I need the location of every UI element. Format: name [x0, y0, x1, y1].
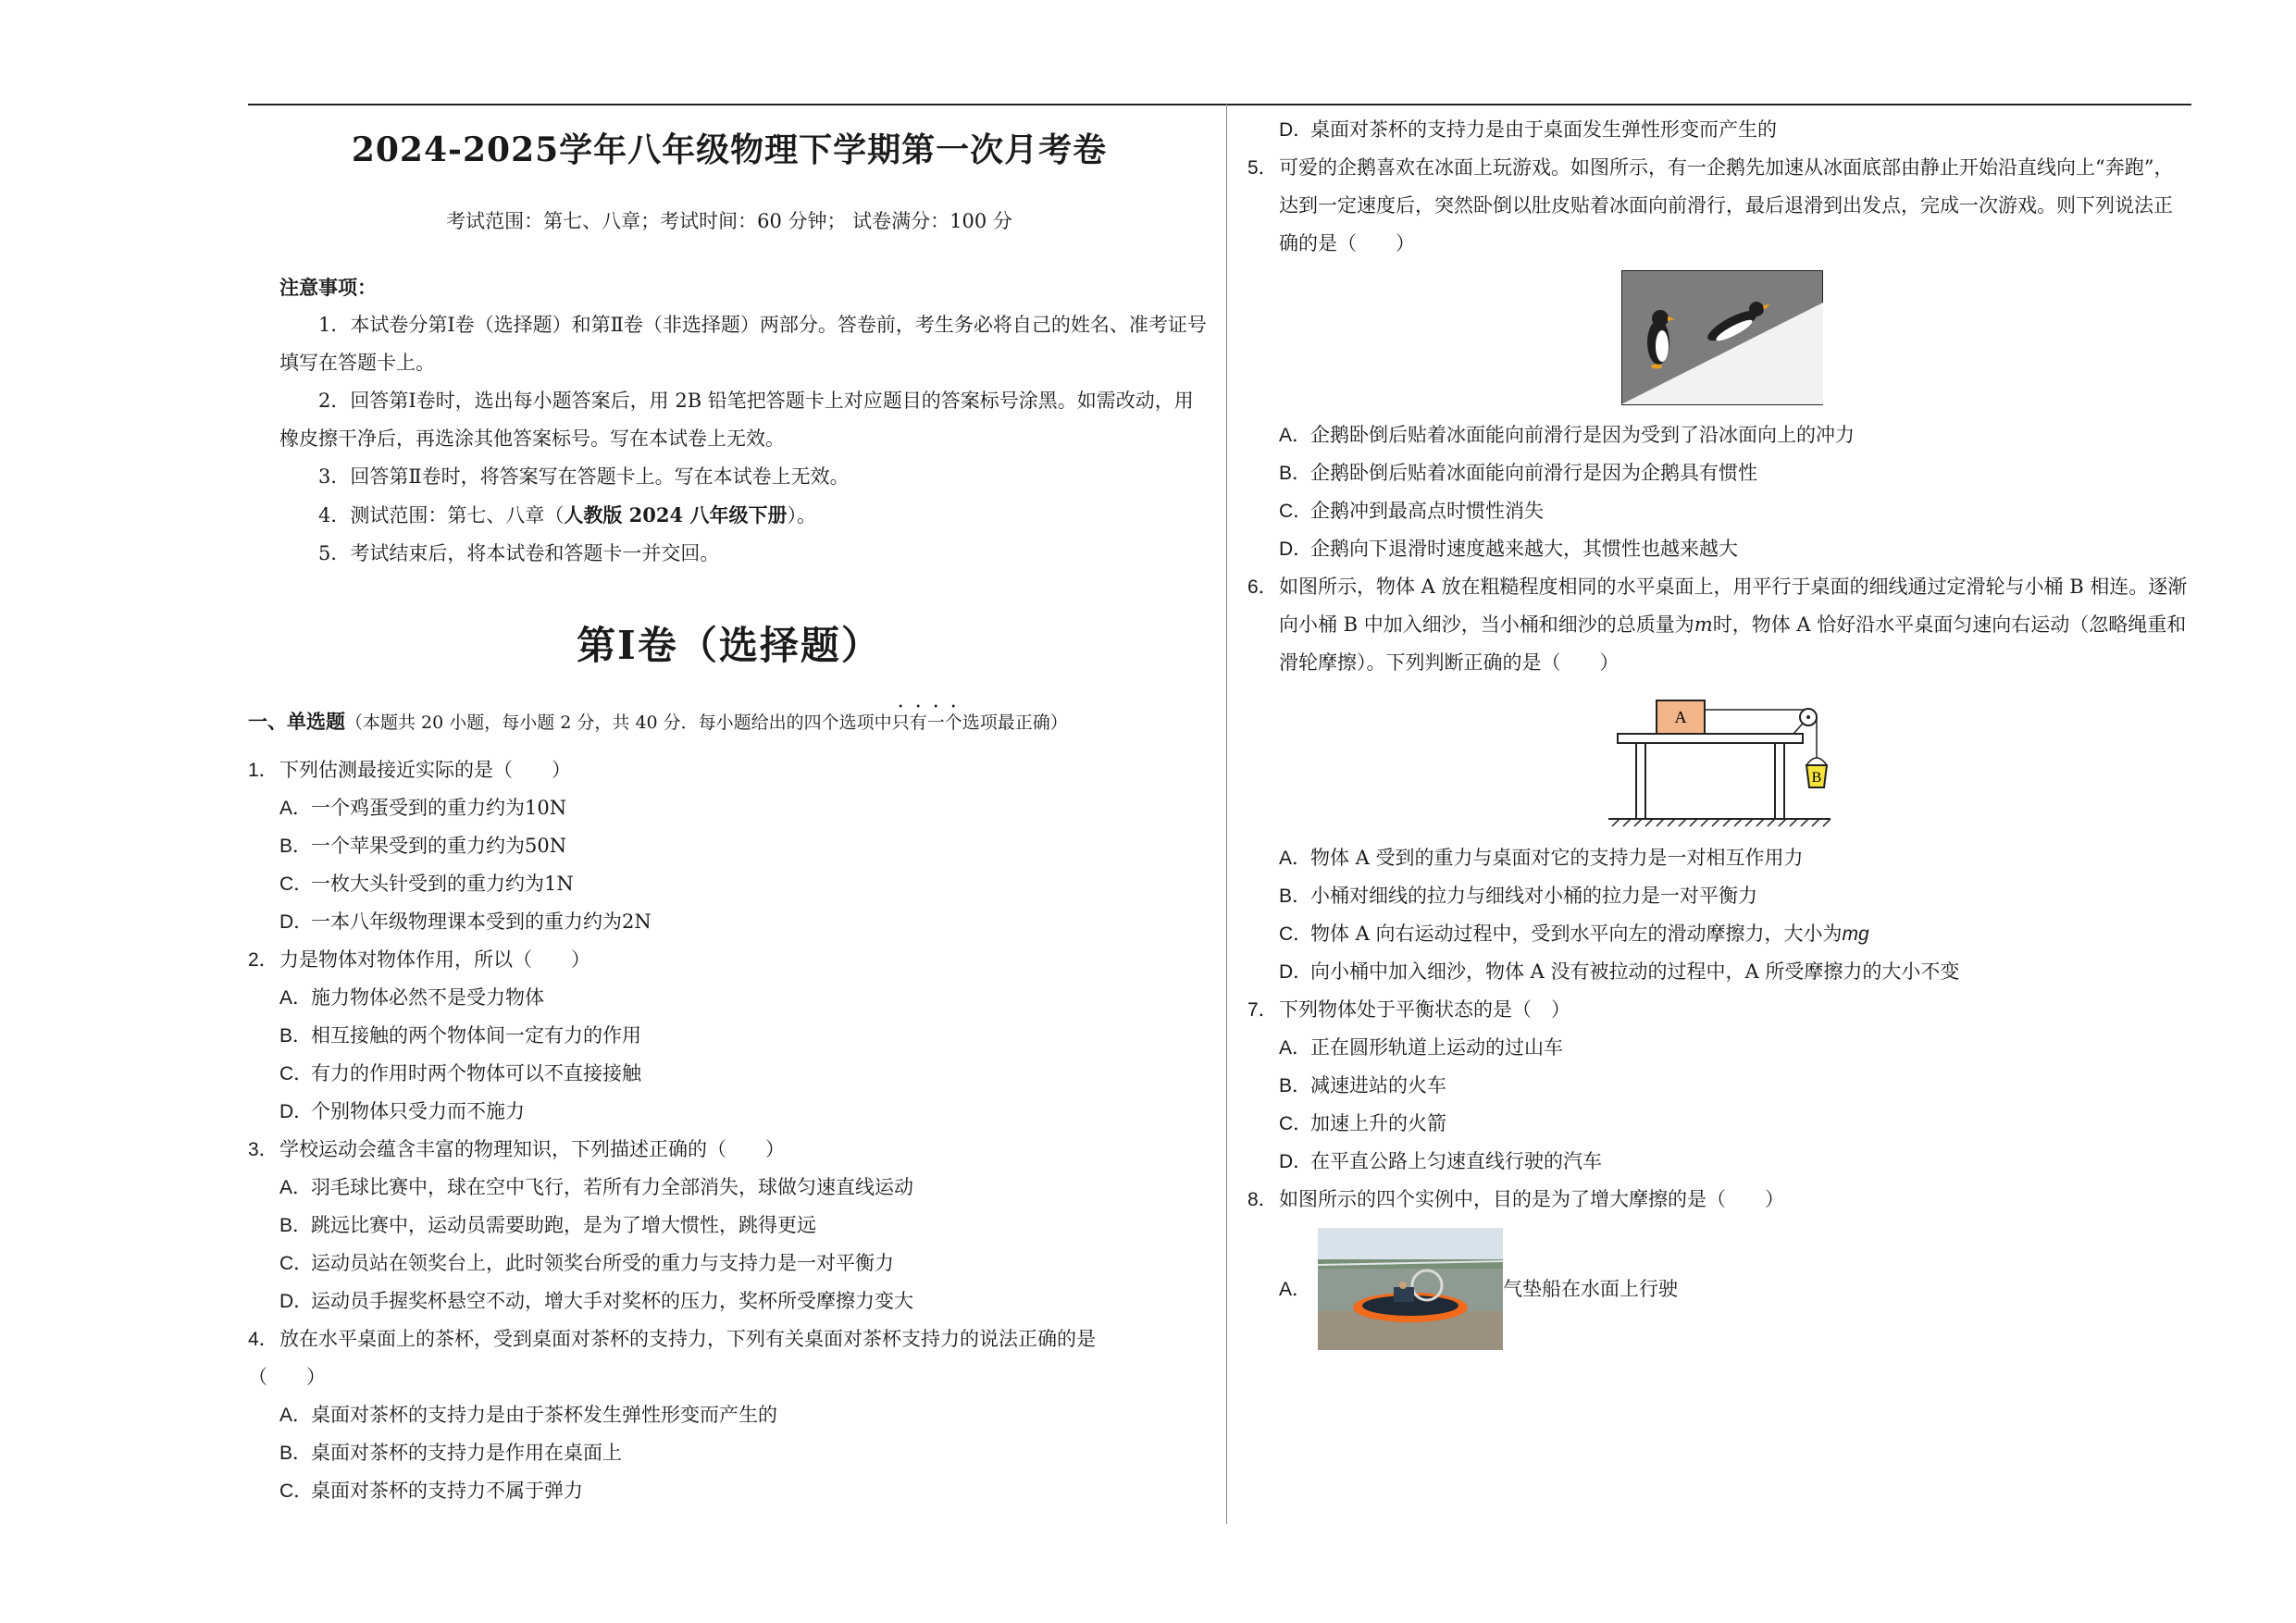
option-7d[interactable] [1247, 1143, 2191, 1181]
question-stem: 下列估测最接近实际的是（ ） [279, 759, 571, 781]
option-text: 有力的作用时两个物体可以不直接接触 [311, 1062, 641, 1084]
option-label: C． [279, 1063, 314, 1084]
option-4d[interactable] [1247, 111, 2191, 149]
option-text: 运动员站在领奖台上，此时领奖台所受的重力与支持力是一对平衡力 [311, 1252, 894, 1274]
note-item: 5．考试结束后，将本试卷和答题卡一并交回。 [318, 542, 720, 564]
question-1 [248, 751, 1210, 789]
option-6b[interactable] [1247, 877, 2191, 915]
right-column [1247, 111, 2191, 1350]
bucket-b-label: B [1811, 770, 1822, 786]
option-5b[interactable] [1247, 454, 2191, 492]
question-4 [248, 1320, 1210, 1358]
column-divider [1226, 104, 1227, 1524]
option-text: 羽毛球比赛中，球在空中飞行，若所有力全部消失，球做匀速直线运动 [311, 1176, 913, 1198]
question-stem [1279, 568, 2191, 682]
option-3c[interactable] [248, 1245, 1210, 1282]
section-heading [248, 702, 1210, 735]
option-label: A． [1279, 1278, 1312, 1300]
option-label: D． [1279, 119, 1313, 141]
option-text: 企鹅卧倒后贴着冰面能向前滑行是因为企鹅具有惯性 [1310, 462, 1757, 484]
question-stem: 放在水平桌面上的茶杯，受到桌面对茶杯的支持力，下列有关桌面对茶杯支持力的说法正确的是 [279, 1328, 1096, 1350]
option-text: 物体 A 受到的重力与桌面对它的支持力是一对相互作用力 [1310, 847, 1804, 869]
option-label: C． [279, 1253, 314, 1274]
question-number: 1． [248, 760, 279, 781]
option-label: A． [279, 798, 313, 819]
option-text: 桌面对茶杯的支持力不属于弹力 [311, 1480, 583, 1502]
option-text: 一本八年级物理课本受到的重力约为2N [311, 911, 652, 933]
note-item: 3．回答第Ⅱ卷时，将答案写在答题卡上。写在本试卷上无效。 [318, 465, 850, 488]
option-text: 桌面对茶杯的支持力是作用在桌面上 [311, 1442, 622, 1464]
question-number: 5． [1247, 157, 1278, 179]
option-2b[interactable] [248, 1017, 1210, 1055]
option-label: C． [1279, 923, 1313, 945]
option-1a[interactable] [248, 789, 1210, 827]
option-label: D． [279, 911, 314, 933]
option-label: A． [279, 1405, 313, 1426]
option-label: C． [279, 873, 314, 895]
option-text: 一个苹果受到的重力约为50N [311, 835, 567, 857]
option-4b[interactable] [248, 1434, 1210, 1472]
left-column [248, 111, 1210, 1510]
question-number: 8． [1247, 1189, 1278, 1210]
option-text: 相互接触的两个物体间一定有力的作用 [311, 1024, 641, 1047]
option-label: A． [1279, 1037, 1312, 1059]
option-label: D． [1279, 1151, 1313, 1172]
mass-symbol: m [1694, 613, 1713, 636]
question-stem: 下列物体处于平衡状态的是（ ） [1279, 998, 1570, 1021]
option-text: 一个鸡蛋受到的重力约为10N [311, 797, 567, 819]
option-6a[interactable] [1247, 839, 2191, 877]
section-title: 第Ⅰ卷（选择题） [577, 623, 882, 668]
penguin-slope-image [1621, 270, 1823, 405]
option-text: 小桶对细线的拉力与细线对小桶的拉力是一对平衡力 [1310, 885, 1757, 907]
option-label: B． [1279, 886, 1312, 907]
note-item-4-bold: 人教版 2024 八年级下册 [564, 503, 788, 527]
option-label: B． [1279, 1075, 1312, 1096]
option-6d[interactable] [1247, 953, 2191, 991]
option-label: D． [1279, 961, 1313, 983]
option-label: C． [1279, 501, 1313, 522]
question-4-stem-cont: （ ） [248, 1366, 326, 1388]
option-1c[interactable] [248, 865, 1210, 903]
option-text: 正在圆形轨道上运动的过山车 [1310, 1036, 1563, 1059]
option-7a[interactable] [1247, 1029, 2191, 1067]
question-number: 4． [248, 1329, 279, 1350]
question-stem-a: 如图所示，物体 A 放在粗糙程度相同的水平桌面上，用平行于桌面的细线通过定滑轮与小桶 B 相连。逐渐向小桶 B 中加入细沙，当小桶和细沙的总质量为 [1279, 576, 2188, 636]
note-item-4-tail: ）。 [787, 504, 816, 527]
section-desc-a: （本题共 20 小题，每小题 2 分，共 40 分．每小题给出的四个选项中 [345, 712, 892, 733]
pulley-diagram [1599, 689, 1840, 828]
option-text: 桌面对茶杯的支持力是由于茶杯发生弹性形变而产生的 [311, 1404, 777, 1426]
question-number: 3． [248, 1139, 279, 1160]
exam-info: 考试范围：第七、八章；考试时间：60 分钟； 试卷满分：100 分 [446, 210, 1012, 232]
page-title: 2024-2025学年八年级物理下学期第一次月考卷 [351, 130, 1108, 169]
option-text: 企鹅冲到最高点时惯性消失 [1310, 500, 1544, 522]
option-label: D． [1279, 539, 1313, 560]
option-5a[interactable] [1247, 416, 2191, 454]
option-text: 运动员手握奖杯悬空不动，增大手对奖杯的压力，奖杯所受摩擦力变大 [311, 1290, 913, 1312]
option-label: B． [279, 1443, 313, 1464]
option-1d[interactable] [248, 903, 1210, 941]
question-stem: 学校运动会蕴含丰富的物理知识，下列描述正确的（ ） [279, 1138, 785, 1160]
option-3b[interactable] [248, 1207, 1210, 1245]
block-a-label: A [1674, 708, 1687, 726]
option-5d[interactable] [1247, 530, 2191, 568]
option-text: 个别物体只受力而不施力 [311, 1100, 525, 1122]
option-label: B． [279, 1215, 313, 1236]
question-stem: 力是物体对物体作用，所以（ ） [279, 948, 590, 971]
option-label: B． [279, 836, 313, 857]
notes-title: 注意事项： [279, 276, 377, 299]
option-2a[interactable] [248, 979, 1210, 1017]
option-3a[interactable] [248, 1169, 1210, 1207]
pulley-figure [1247, 689, 2191, 832]
option-text: 施力物体必然不是受力物体 [311, 986, 544, 1009]
option-label: A． [279, 987, 313, 1009]
option-text: 桌面对茶杯的支持力是由于桌面发生弹性形变而产生的 [1310, 118, 1777, 141]
option-label: C． [1279, 1113, 1313, 1134]
option-2d[interactable] [248, 1093, 1210, 1131]
option-label: B． [1279, 463, 1312, 484]
question-2 [248, 941, 1210, 979]
option-label: D． [279, 1291, 314, 1312]
option-label: A． [279, 1177, 313, 1198]
question-3 [248, 1131, 1210, 1169]
note-item: 1．本试卷分第Ⅰ卷（选择题）和第Ⅱ卷（非选择题）两部分。答卷前，考生务必将自己的姓名、准考证号填写在答题卡上。 [279, 314, 1207, 374]
option-4a[interactable] [248, 1396, 1210, 1434]
note-item-4-text: 4．测试范围：第七、八章（ [318, 504, 565, 527]
option-label: B． [279, 1025, 313, 1047]
option-text: 企鹅卧倒后贴着冰面能向前滑行是因为受到了沿冰面向上的冲力 [1310, 424, 1855, 446]
question-8 [1247, 1181, 2191, 1219]
option-7c[interactable] [1247, 1105, 2191, 1143]
option-4c[interactable] [248, 1472, 1210, 1510]
question-number: 7． [1247, 999, 1278, 1021]
option-label: C． [279, 1481, 314, 1502]
hovercraft-image [1318, 1228, 1503, 1350]
option-8a[interactable] [1247, 1228, 2191, 1350]
option-6c[interactable] [1247, 915, 2191, 953]
section-heading-label: 一、单选题 [248, 710, 345, 733]
question-stem: 可爱的企鹅喜欢在冰面上玩游戏。如图所示，有一企鹅先加速从冰面底部由静止开始沿直线向上“奔跑”，达到一定速度后，突然卧倒以肚皮贴着冰面向前滑行，最后退滑到出发点，完成一次游戏。则下列说法正确的是（ ） [1279, 156, 2174, 254]
option-text: 向小桶中加入细沙，物体 A 没有被拉动的过程中，A 所受摩擦力的大小不变 [1310, 960, 1960, 983]
question-7 [1247, 991, 2191, 1029]
option-text: 一枚大头针受到的重力约为1N [311, 873, 574, 895]
question-stem: 如图所示的四个实例中，目的是为了增大摩擦的是（ ） [1279, 1188, 1784, 1210]
option-label: A． [1279, 425, 1312, 446]
option-text: 企鹅向下退滑时速度越来越大，其惯性也越来越大 [1310, 538, 1738, 560]
section-desc-b: 选项最正确） [962, 712, 1068, 733]
question-number: 6． [1247, 576, 1278, 598]
option-3d[interactable] [248, 1282, 1210, 1320]
option-7b[interactable] [1247, 1067, 2191, 1105]
option-text: 在平直公路上匀速直线行驶的汽车 [1310, 1150, 1602, 1172]
option-text: 减速进站的火车 [1310, 1074, 1446, 1096]
question-number: 2． [248, 949, 279, 971]
option-label: A． [1279, 848, 1312, 869]
option-label: D． [279, 1101, 314, 1122]
question-5 [1247, 149, 2191, 263]
section-desc-emphasis: 只有一个 [891, 712, 962, 733]
top-rule [248, 104, 2191, 105]
question-stem-b: 时，物体 A 恰好沿水平桌面匀速向右运动（忽略绳重和滑轮摩擦）。下列判断正确的是（ ） [1279, 613, 2187, 674]
option-text: 物体 A 向右运动过程中，受到水平向左的滑动摩擦力，大小为 [1310, 923, 1843, 945]
note-item: 2．回答第Ⅰ卷时，选出每小题答案后，用 2B 铅笔把答题卡上对应题目的答案标号涂黑。如需改动，用橡皮擦干净后，再选涂其他答案标号。写在本试卷上无效。 [279, 390, 1194, 450]
option-text: 跳远比赛中，运动员需要助跑，是为了增大惯性，跳得更远 [311, 1214, 816, 1236]
question-6 [1247, 568, 2191, 682]
section-desc [345, 712, 1068, 733]
option-2c[interactable] [248, 1055, 1210, 1093]
option-5c[interactable] [1247, 492, 2191, 530]
option-text: 气垫船在水面上行驶 [1503, 1277, 1678, 1300]
option-1b[interactable] [248, 827, 1210, 865]
mg-symbol: mg [1842, 923, 1869, 945]
penguin-figure [1247, 270, 2191, 409]
note-item-4 [248, 496, 1210, 535]
option-text: 加速上升的火箭 [1310, 1112, 1446, 1134]
